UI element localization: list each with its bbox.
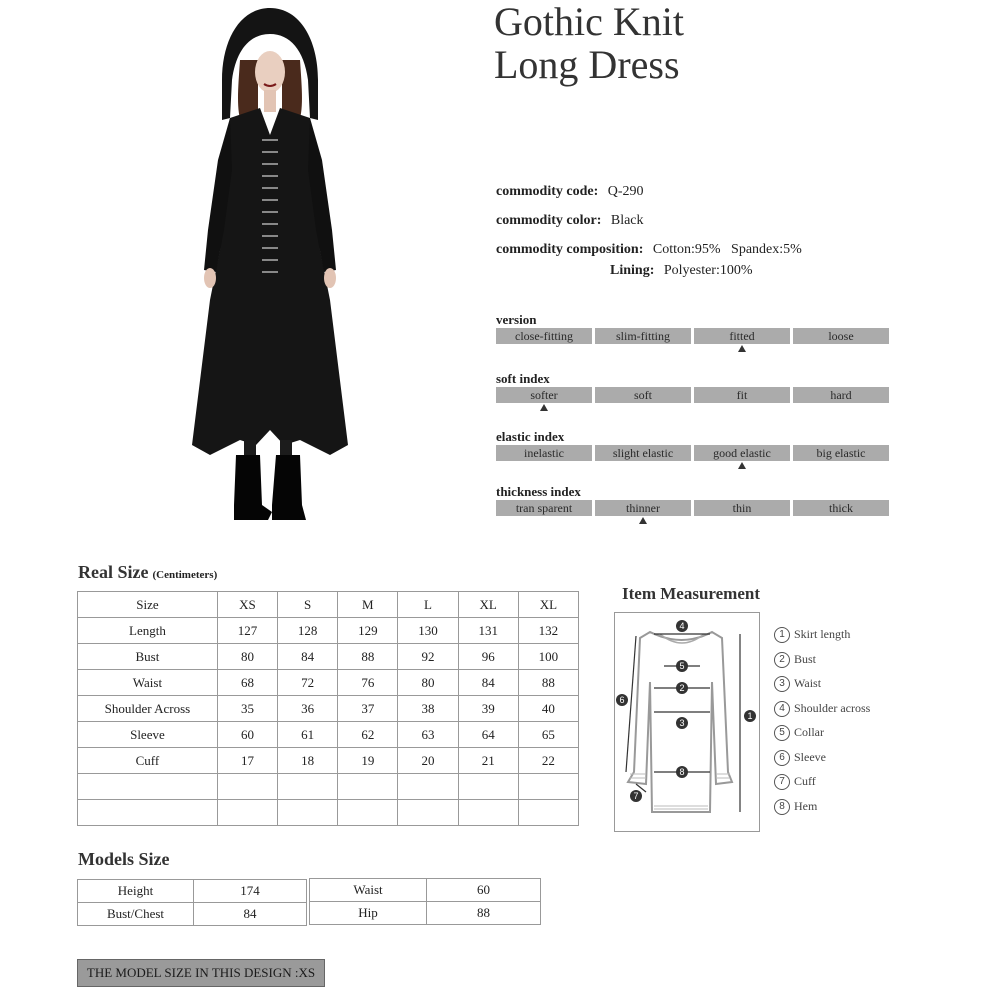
table-cell: 72 — [278, 670, 338, 696]
table-cell: 36 — [278, 696, 338, 722]
table-cell: 127 — [217, 618, 277, 644]
table-cell: 17 — [217, 748, 277, 774]
table-cell: 22 — [518, 748, 578, 774]
legend-label: Waist — [794, 676, 822, 690]
table-cell: 80 — [217, 644, 277, 670]
table-cell: 38 — [398, 696, 458, 722]
table-cell: 18 — [278, 748, 338, 774]
index-option: loose — [793, 328, 889, 344]
table-row — [78, 880, 307, 903]
table-cell: 84 — [278, 644, 338, 670]
index-option: thick — [793, 500, 889, 516]
index-option: inelastic — [496, 445, 592, 461]
index-title: soft index — [496, 371, 550, 386]
legend-item — [774, 622, 870, 647]
circled-number-icon: 3 — [774, 676, 790, 692]
table-cell: 88 — [338, 644, 398, 670]
table-cell — [398, 800, 458, 826]
table-cell: Waist — [78, 670, 218, 696]
index-option-selected — [496, 387, 592, 403]
legend-item — [774, 745, 870, 770]
table-cell: Height — [78, 880, 194, 903]
legend-label: Skirt length — [794, 627, 851, 641]
svg-text:2: 2 — [679, 683, 685, 693]
table-cell: 60 — [217, 722, 277, 748]
table-cell: 92 — [398, 644, 458, 670]
table-header-cell: S — [278, 592, 338, 618]
commodity-color-value: Black — [610, 213, 644, 228]
table-cell: 62 — [338, 722, 398, 748]
table-cell: 174 — [194, 880, 307, 903]
table-cell: 68 — [217, 670, 277, 696]
table-cell: 39 — [458, 696, 518, 722]
index-title: elastic index — [496, 429, 565, 444]
table-cell: 65 — [518, 722, 578, 748]
table-cell: 37 — [338, 696, 398, 722]
svg-text:5: 5 — [679, 661, 685, 671]
svg-text:4: 4 — [679, 621, 685, 631]
table-header-cell: XS — [217, 592, 277, 618]
table-cell: Bust/Chest — [78, 903, 194, 926]
legend-item — [774, 794, 870, 819]
models-size-table-left — [77, 879, 307, 926]
index-option-label: good elastic — [713, 446, 771, 460]
commodity-composition-value: Cotton:95% Spandex:5% — [652, 242, 802, 257]
table-cell — [338, 800, 398, 826]
index-option: big elastic — [793, 445, 889, 461]
table-cell: 129 — [338, 618, 398, 644]
table-cell: 19 — [338, 748, 398, 774]
index-option-label: thinner — [626, 501, 660, 515]
svg-text:7: 7 — [633, 791, 639, 801]
table-cell: 131 — [458, 618, 518, 644]
table-cell: 40 — [518, 696, 578, 722]
table-row — [78, 722, 579, 748]
real-size-heading — [78, 562, 217, 583]
index-option-selected — [694, 445, 790, 461]
legend-label: Collar — [794, 725, 824, 739]
product-photo — [180, 0, 360, 525]
commodity-lining-row — [610, 263, 753, 279]
table-header-cell: L — [398, 592, 458, 618]
title-line-2: Long Dress — [494, 42, 680, 87]
circled-number-icon: 6 — [774, 750, 790, 766]
commodity-code-label: commodity code: — [496, 184, 599, 199]
table-cell: 128 — [278, 618, 338, 644]
index-option: tran sparent — [496, 500, 592, 516]
legend-label: Cuff — [794, 774, 816, 788]
selected-arrow-icon — [738, 345, 746, 352]
table-cell — [398, 774, 458, 800]
legend-item — [774, 696, 870, 721]
table-cell: 96 — [458, 644, 518, 670]
legend-item — [774, 720, 870, 745]
version-index — [496, 312, 889, 344]
measurement-legend — [774, 622, 870, 818]
table-cell — [338, 774, 398, 800]
commodity-lining-label: Lining: — [610, 263, 655, 278]
svg-text:6: 6 — [619, 695, 625, 705]
legend-label: Sleeve — [794, 749, 826, 764]
legend-label: Shoulder across — [794, 700, 871, 715]
table-cell: Shoulder Across — [78, 696, 218, 722]
table-cell — [78, 774, 218, 800]
table-cell — [217, 774, 277, 800]
circled-number-icon: 5 — [774, 725, 790, 741]
svg-text:1: 1 — [747, 711, 753, 721]
index-option-selected — [595, 500, 691, 516]
table-cell — [217, 800, 277, 826]
legend-label: Hem — [794, 798, 818, 813]
circled-number-icon: 1 — [774, 627, 790, 643]
table-cell: 76 — [338, 670, 398, 696]
table-row — [310, 879, 541, 902]
table-cell — [278, 774, 338, 800]
commodity-composition-row — [496, 242, 802, 258]
legend-item — [774, 647, 870, 672]
table-header-row — [78, 592, 579, 618]
circled-number-icon: 4 — [774, 701, 790, 717]
table-cell: Bust — [78, 644, 218, 670]
circled-number-icon: 8 — [774, 799, 790, 815]
index-option: slim-fitting — [595, 328, 691, 344]
index-option-selected — [694, 328, 790, 344]
product-title — [494, 0, 684, 86]
table-cell: 80 — [398, 670, 458, 696]
index-option: fit — [694, 387, 790, 403]
model-size-note: THE MODEL SIZE IN THIS DESIGN :XS — [77, 959, 325, 987]
index-option: soft — [595, 387, 691, 403]
table-cell — [518, 774, 578, 800]
table-cell: 20 — [398, 748, 458, 774]
index-option: slight elastic — [595, 445, 691, 461]
title-line-1: Gothic Knit — [494, 0, 684, 44]
index-title: version — [496, 312, 537, 327]
circled-number-icon: 2 — [774, 652, 790, 668]
table-header-cell: XL — [518, 592, 578, 618]
table-cell: 88 — [518, 670, 578, 696]
table-cell: 132 — [518, 618, 578, 644]
table-cell: 88 — [427, 902, 541, 925]
table-cell: Cuff — [78, 748, 218, 774]
thickness-index — [496, 484, 889, 516]
real-size-title: Real Size — [78, 562, 149, 582]
table-cell: 63 — [398, 722, 458, 748]
table-cell: 84 — [458, 670, 518, 696]
table-row — [78, 618, 579, 644]
selected-arrow-icon — [738, 462, 746, 469]
table-row — [78, 644, 579, 670]
item-measurement-heading: Item Measurement — [622, 584, 761, 603]
real-size-table — [77, 591, 579, 826]
svg-text:8: 8 — [679, 767, 685, 777]
index-option-label: fitted — [729, 329, 755, 343]
selected-arrow-icon — [540, 404, 548, 411]
elastic-index — [496, 429, 889, 461]
models-size-table-right — [309, 878, 541, 925]
table-cell: 21 — [458, 748, 518, 774]
selected-arrow-icon — [639, 517, 647, 524]
table-cell: Sleeve — [78, 722, 218, 748]
table-cell — [458, 774, 518, 800]
index-title: thickness index — [496, 484, 581, 499]
commodity-code-row — [496, 184, 644, 200]
table-cell: 130 — [398, 618, 458, 644]
circled-number-icon: 7 — [774, 774, 790, 790]
table-cell: 35 — [217, 696, 277, 722]
table-cell: Hip — [310, 902, 427, 925]
table-cell: 61 — [278, 722, 338, 748]
table-cell: 100 — [518, 644, 578, 670]
table-header-cell: M — [338, 592, 398, 618]
real-size-unit: (Centimeters) — [152, 569, 218, 581]
index-option-label: softer — [530, 388, 558, 402]
commodity-composition-label: commodity composition: — [496, 242, 644, 257]
legend-label: Bust — [794, 651, 817, 666]
table-cell — [518, 800, 578, 826]
table-row — [78, 670, 579, 696]
index-option: close-fitting — [496, 328, 592, 344]
table-cell — [458, 800, 518, 826]
table-header-cell: Size — [78, 592, 218, 618]
commodity-color-label: commodity color: — [496, 213, 602, 228]
table-row — [78, 748, 579, 774]
index-option: hard — [793, 387, 889, 403]
legend-item — [774, 671, 870, 696]
table-cell: 64 — [458, 722, 518, 748]
commodity-code-value: Q-290 — [607, 184, 644, 199]
commodity-color-row — [496, 213, 644, 229]
table-cell: 84 — [194, 903, 307, 926]
table-row — [310, 902, 541, 925]
soft-index — [496, 371, 889, 403]
table-row-empty — [78, 800, 579, 826]
measurement-diagram — [600, 612, 770, 834]
table-cell: 60 — [427, 879, 541, 902]
table-row — [78, 696, 579, 722]
table-cell: Waist — [310, 879, 427, 902]
table-row-empty — [78, 774, 579, 800]
svg-text:3: 3 — [679, 718, 685, 728]
commodity-lining-value: Polyester:100% — [663, 263, 753, 278]
models-size-heading: Models Size — [78, 849, 170, 869]
table-cell — [78, 800, 218, 826]
table-cell: Length — [78, 618, 218, 644]
table-cell — [278, 800, 338, 826]
table-row — [78, 903, 307, 926]
table-header-cell: XL — [458, 592, 518, 618]
index-option: thin — [694, 500, 790, 516]
legend-item — [774, 769, 870, 794]
